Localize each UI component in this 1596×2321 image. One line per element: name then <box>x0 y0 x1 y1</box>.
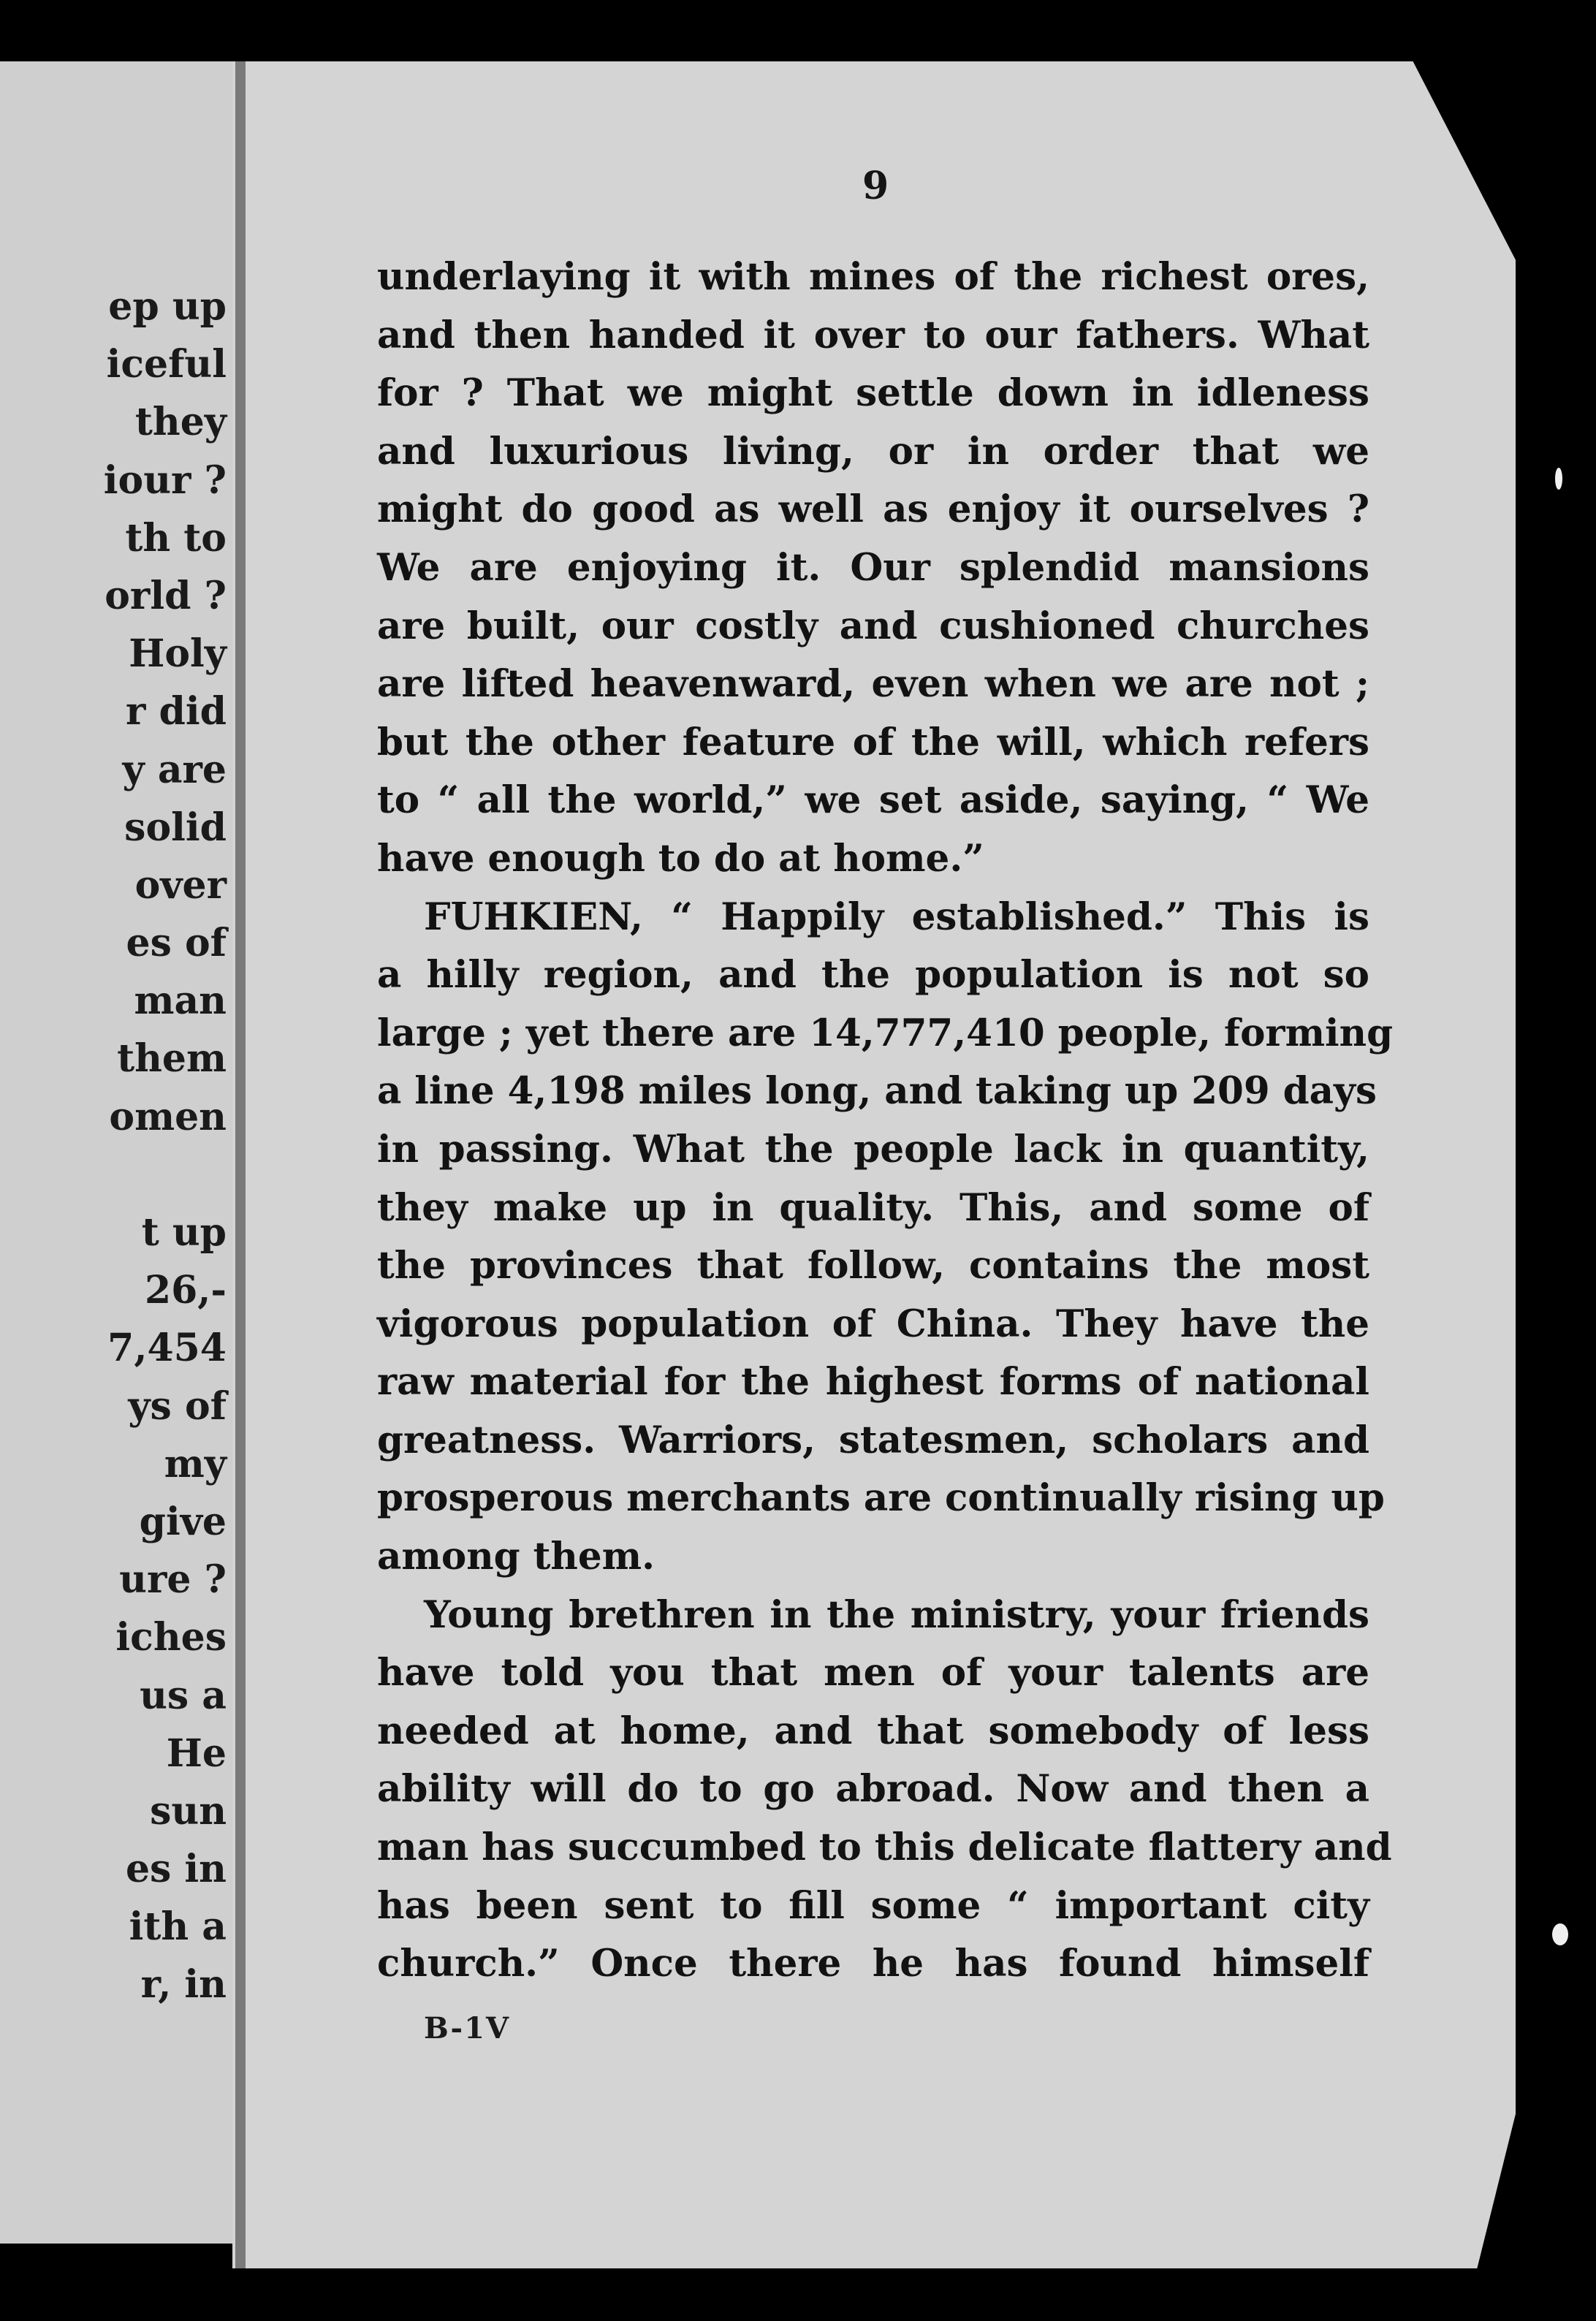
text-line: they make up in quality. This, and some of <box>377 1185 1369 1230</box>
fragment-line: He <box>166 1731 227 1776</box>
fragment-line: man <box>134 979 227 1024</box>
text-line: raw material for the highest forms of national <box>377 1360 1369 1405</box>
page-body-text <box>377 248 1394 1994</box>
text-line: large ; yet there are 14,777,410 people, forming <box>377 1011 1394 1055</box>
text-line: are lifted heavenward, even when we are not ; <box>377 662 1369 707</box>
text-line: the provinces that follow, contains the most <box>377 1244 1369 1288</box>
fragment-line: r, in <box>140 1962 227 2007</box>
text-line: and luxurious living, or in order that we <box>377 429 1369 474</box>
text-line: Young brethren in the ministry, your friends <box>424 1592 1369 1637</box>
fragment-line: us a <box>140 1673 227 1718</box>
fragment-line: sun <box>150 1788 227 1834</box>
fragment-line: they <box>134 400 227 445</box>
fragment-line: ys of <box>128 1383 227 1429</box>
fragment-line: them <box>117 1036 227 1082</box>
fragment-line: th to <box>125 515 227 561</box>
text-line: have enough to do at home.” <box>377 836 984 881</box>
text-line: greatness. Warriors, statesmen, scholars and <box>377 1418 1369 1462</box>
fragment-line: ith a <box>129 1904 227 1950</box>
fragment-line: es in <box>125 1847 227 1892</box>
text-line: might do good as well as enjoy it ourselves ? <box>377 487 1369 532</box>
fragment-line: iches <box>115 1615 227 1660</box>
text-line: needed at home, and that somebody of less <box>377 1709 1369 1753</box>
text-line: a line 4,198 miles long, and taking up 209 days <box>377 1069 1377 1114</box>
text-line: ability will do to go abroad. Now and then a <box>377 1767 1369 1812</box>
dust-speck <box>1555 468 1562 490</box>
facing-page-fragment <box>0 61 241 2244</box>
text-line: are built, our costly and cushioned churches <box>377 604 1369 648</box>
fragment-line: t up <box>141 1210 227 1255</box>
fragment-line: over <box>134 862 227 908</box>
dust-speck <box>1552 1923 1568 1945</box>
text-line: for ? That we might settle down in idleness <box>377 371 1369 416</box>
text-line: a hilly region, and the population is not so <box>377 953 1369 998</box>
fragment-line: solid <box>124 805 227 850</box>
fragment-line: iour ? <box>103 457 227 503</box>
printer-signature-mark: B-1V <box>424 2011 511 2045</box>
fragment-line: give <box>139 1499 227 1544</box>
text-line: have told you that men of your talents are <box>377 1651 1369 1695</box>
fragment-line <box>104 1146 227 1204</box>
fragment-line: my <box>164 1441 227 1486</box>
fragment-line: omen <box>109 1094 227 1139</box>
text-line: man has succumbed to this delicate flattery and <box>377 1826 1392 1870</box>
facing-page-text <box>104 278 227 2014</box>
text-line: church.” Once there he has found himself <box>377 1942 1369 1986</box>
text-line: and then handed it over to our fathers. What <box>377 313 1369 357</box>
text-line: in passing. What the people lack in quantity, <box>377 1127 1369 1171</box>
text-line: FUHKIEN, “ Happily established.” This is <box>424 894 1369 939</box>
fragment-line: ure ? <box>119 1557 227 1603</box>
fragment-line: 7,454 <box>107 1326 227 1371</box>
text-line: underlaying it with mines of the richest ores, <box>377 255 1369 299</box>
fragment-line: Holy <box>129 631 227 677</box>
text-line: prosperous merchants are continually rising up <box>377 1476 1385 1521</box>
fragment-line: ep up <box>108 284 227 329</box>
text-line: vigorous population of China. They have the <box>377 1302 1369 1346</box>
page-gutter <box>235 61 246 2268</box>
fragment-line: es of <box>126 921 227 966</box>
fragment-line: 26,- <box>144 1268 227 1313</box>
fragment-line: r did <box>126 689 227 734</box>
page-number: 9 <box>862 164 889 208</box>
fragment-line: orld ? <box>104 573 227 618</box>
text-line: has been sent to fill some “ important city <box>377 1883 1369 1928</box>
text-line: to “ all the world,” we set aside, saying, “ We <box>377 778 1369 823</box>
text-line: but the other feature of the will, which refers <box>377 720 1369 764</box>
fragment-line: iceful <box>106 342 227 387</box>
fragment-line: y are <box>122 747 227 792</box>
text-line: We are enjoying it. Our splendid mansions <box>377 545 1369 590</box>
text-line: among them. <box>377 1535 656 1579</box>
